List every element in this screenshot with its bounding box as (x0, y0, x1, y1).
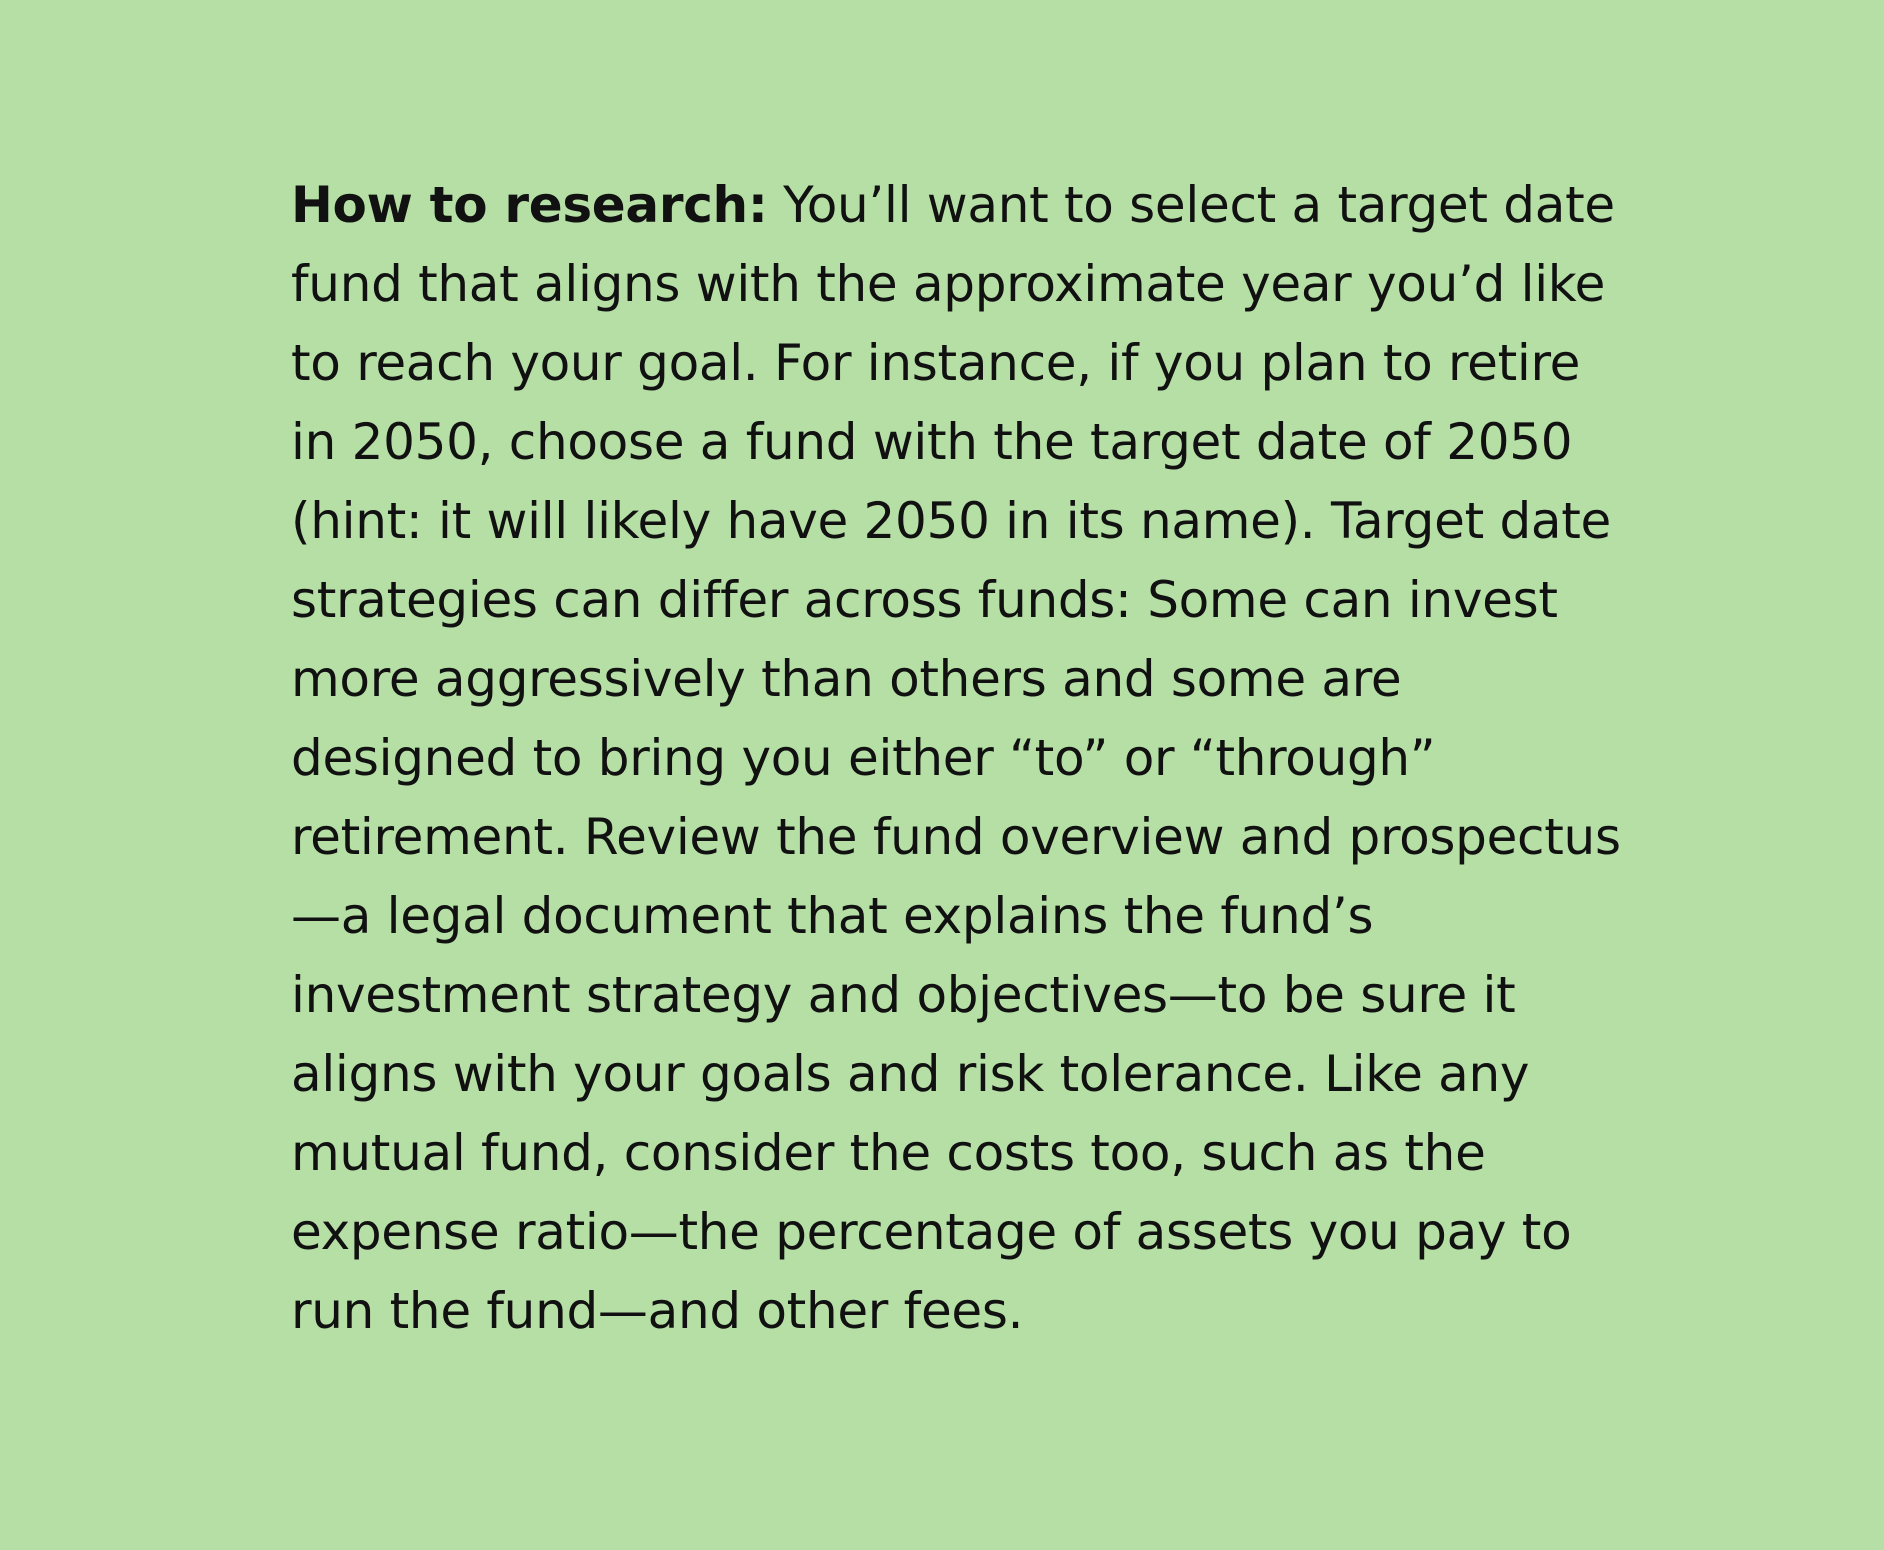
content-box (291, 166, 1621, 1351)
lead-label: How to research: (291, 176, 768, 234)
body-paragraph (291, 166, 1621, 1351)
body-text: You’ll want to select a target date fund that aligns with the approximate year you’d like to reach your goal. For instance, if you plan to retire in 2050, choose a fund with the target date of 2050 (hint: it will likely have 2050 in its name). Target date strategies can differ across funds: Some can invest more aggressively than others and some are designed to bring you either “to” or “through” retirement. Review the fund overview and prospectus—a legal document that explains the fund’s investment strategy and objectives—to be sure it aligns with your goals and risk tolerance. Like any mutual fund, consider the costs too, such as the expense ratio—the percentage of assets you pay to run the fund—and other fees. (291, 176, 1621, 1340)
